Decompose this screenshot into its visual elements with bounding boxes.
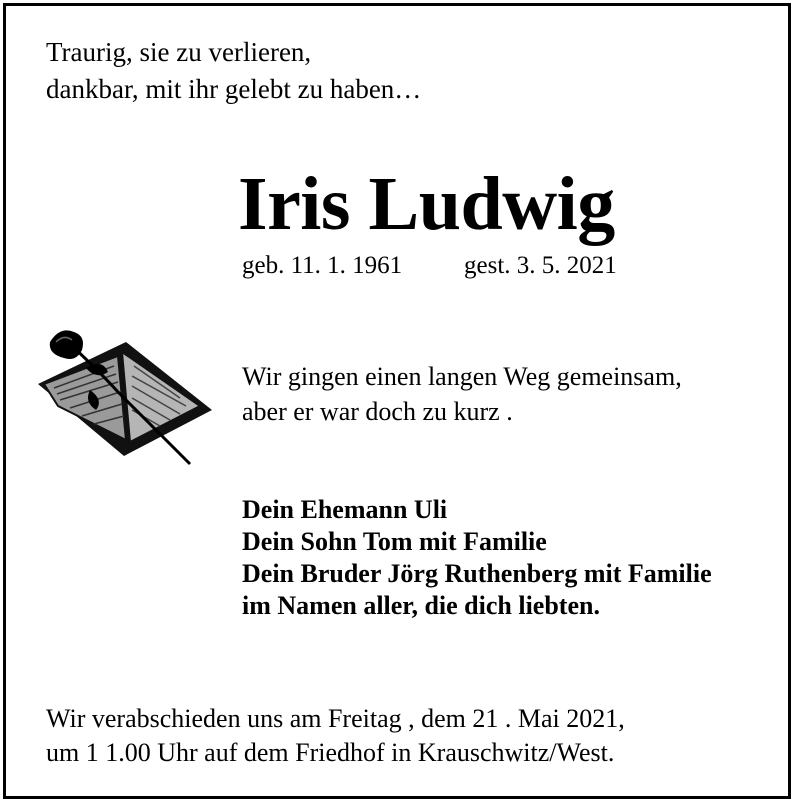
service-line: Wir verabschieden uns am Freitag , dem 21 . Mai 2021, — [46, 704, 625, 733]
quote-line: Wir gingen einen langen Weg gemeinsam, — [242, 362, 682, 391]
mourner-line: Dein Sohn Tom mit Familie — [242, 527, 547, 556]
deceased-name: Iris Ludwig — [238, 162, 615, 246]
intro-line: Traurig, sie zu verlieren, — [46, 37, 312, 67]
mourner-line: Dein Ehemann Uli — [242, 495, 448, 524]
open-book-with-rose-icon — [30, 322, 220, 472]
service-info — [46, 702, 625, 770]
service-line: um 1 1.00 Uhr auf dem Friedhof in Krauschwitz/West. — [46, 738, 615, 767]
death-date: gest. 3. 5. 2021 — [464, 252, 617, 279]
quote — [242, 359, 682, 429]
birth-date: geb. 11. 1. 1961 — [242, 252, 403, 279]
mourner-line: im Namen aller, die dich liebten. — [242, 591, 600, 620]
quote-line: aber er war doch zu kurz . — [242, 397, 513, 426]
mourner-line: Dein Bruder Jörg Ruthenberg mit Familie — [242, 559, 712, 588]
mourners-list — [242, 494, 712, 622]
intro-verse — [46, 34, 421, 108]
intro-line: dankbar, mit ihr gelebt zu haben… — [46, 74, 422, 104]
